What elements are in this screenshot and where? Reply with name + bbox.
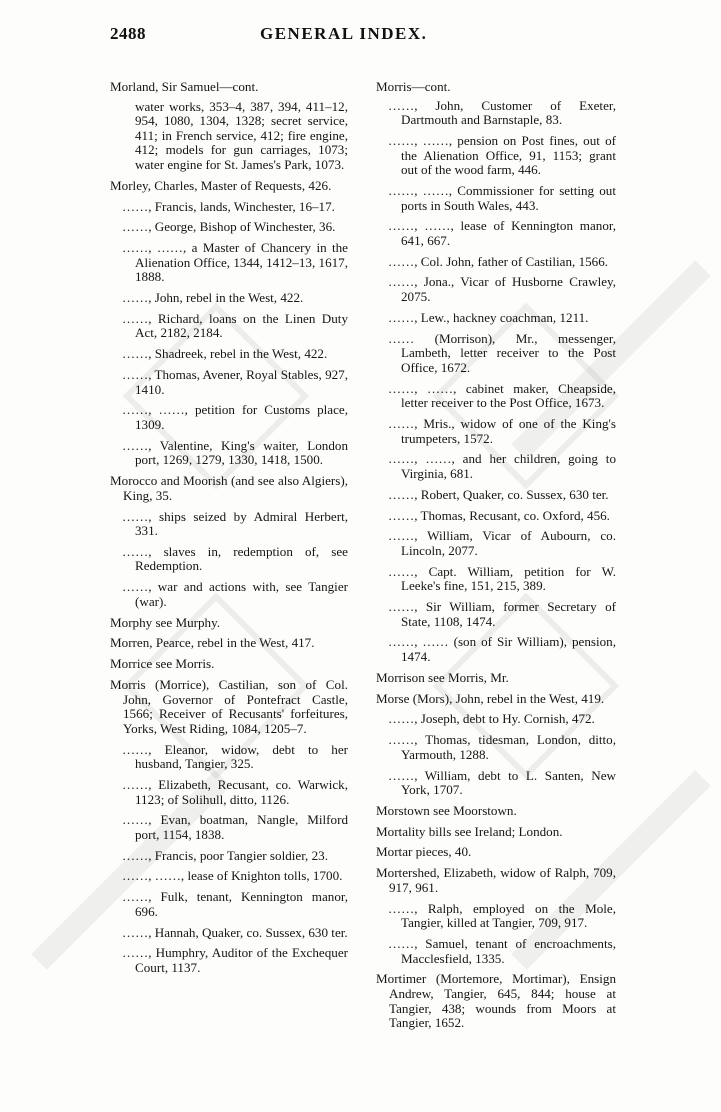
index-entry: ……, Samuel, tenant of encroachments, Macclesfield, 1335. xyxy=(388,935,616,966)
index-entry: ……, Francis, poor Tangier soldier, 23. xyxy=(122,847,328,863)
index-entry: Morrice see Morris. xyxy=(110,656,215,672)
index-entry: ……, Joseph, debt to Hy. Cornish, 472. xyxy=(388,711,595,727)
index-entry: Morley, Charles, Master of Requests, 426. xyxy=(110,177,332,193)
index-entry: ……, ……, lease of Knighton tolls, 1700. xyxy=(122,868,343,884)
index-entry: ……, Francis, lands, Winchester, 16–17. xyxy=(122,198,335,214)
left-column xyxy=(110,80,348,982)
index-entry: ……, Fulk, tenant, Kennington manor, 696. xyxy=(122,889,348,919)
index-entry: ……, Elizabeth, Recusant, co. Warwick, 1123; of Solihull, ditto, 1126. xyxy=(122,776,348,807)
index-entry: …… (Morrison), Mr., messenger, Lambeth, letter receiver to the Post Office, 1672. xyxy=(388,330,616,375)
index-entry: ……, Robert, Quaker, co. Sussex, 630 ter. xyxy=(388,486,609,502)
index-entry: Mortimer (Mortemore, Mortimar), Ensign Andrew, Tangier, 645, 844; house at Tangier, 438; wounds from Moors at Tangier, 1652. xyxy=(376,971,616,1031)
index-entry: Morris—cont. xyxy=(376,79,451,94)
index-entry: ……, Thomas, Avener, Royal Stables, 927, 1410. xyxy=(122,367,348,397)
index-entry: Mortality bills see Ireland; London. xyxy=(376,823,563,839)
index-entry: ……, ……, Commissioner for setting out ports in South Wales, 443. xyxy=(388,182,616,213)
index-entry: ……, ……, pension on Post fines, out of the Alienation Office, 91, 1153; grant out of the wood farm, 446. xyxy=(388,132,616,178)
index-entry: ……, Col. John, father of Castilian, 1566. xyxy=(388,253,609,269)
index-entry: Mortershed, Elizabeth, widow of Ralph, 709, 917, 961. xyxy=(376,865,616,895)
index-entry: Morland, Sir Samuel—cont. xyxy=(110,79,259,94)
index-entry: ……, Evan, boatman, Nangle, Milford port, 1154, 1838. xyxy=(122,812,348,842)
index-entry: Mortar pieces, 40. xyxy=(376,844,472,860)
page-header xyxy=(110,24,630,46)
running-title: GENERAL INDEX. xyxy=(260,24,428,43)
index-entry: Morphy see Murphy. xyxy=(110,614,221,630)
page-number: 2488 xyxy=(110,24,146,43)
index-entry: ……, Shadreek, rebel in the West, 422. xyxy=(122,346,328,362)
right-column xyxy=(376,80,616,1037)
index-entry: Morocco and Moorish (and see also Algiers), King, 35. xyxy=(110,473,348,503)
index-entry: ……, Eleanor, widow, debt to her husband, Tangier, 325. xyxy=(122,741,348,772)
index-entry: ……, ……, lease of Kennington manor, 641, 667. xyxy=(388,218,616,248)
index-entry: ……, Ralph, employed on the Mole, Tangier, killed at Tangier, 709, 917. xyxy=(388,900,616,931)
index-entry: ……, ……, a Master of Chancery in the Alienation Office, 1344, 1412–13, 1617, 1888. xyxy=(122,240,348,285)
index-entry: ……, ……, petition for Customs place, 1309. xyxy=(122,402,348,432)
index-entry: ……, Jona., Vicar of Husborne Crawley, 2075. xyxy=(388,274,616,305)
index-entry: ……, Lew., hackney coachman, 1211. xyxy=(388,309,589,325)
index-entry: ……, ……, cabinet maker, Cheapside, letter receiver to the Post Office, 1673. xyxy=(388,380,616,411)
index-entry: ……, John, rebel in the West, 422. xyxy=(122,290,304,306)
index-entry: ……, ships seized by Admiral Herbert, 331. xyxy=(122,508,348,539)
index-entry: Morstown see Moorstown. xyxy=(376,802,517,818)
index-entry: ……, war and actions with, see Tangier (war). xyxy=(122,579,348,609)
index-entry: ……, Humphry, Auditor of the Exchequer Court, 1137. xyxy=(122,945,348,975)
index-entry: ……, Mris., widow of one of the King's trumpeters, 1572. xyxy=(388,415,616,446)
index-entry: Morren, Pearce, rebel in the West, 417. xyxy=(110,635,315,651)
index-entry: Morrison see Morris, Mr. xyxy=(376,669,509,685)
index-entry: ……, Capt. William, petition for W. Leeke's fine, 151, 215, 389. xyxy=(388,563,616,594)
index-entry: ……, William, Vicar of Aubourn, co. Lincoln, 2077. xyxy=(388,528,616,558)
index-entry: ……, Hannah, Quaker, co. Sussex, 630 ter. xyxy=(122,924,348,940)
index-entry: ……, Richard, loans on the Linen Duty Act, 2182, 2184. xyxy=(122,310,348,341)
index-entry: ……, ……, and her children, going to Virginia, 681. xyxy=(388,451,616,481)
index-entry: ……, …… (son of Sir William), pension, 1474. xyxy=(388,634,616,664)
index-entry: ……, John, Customer of Exeter, Dartmouth and Barnstaple, 83. xyxy=(388,97,616,128)
index-entry: ……, William, debt to L. Santen, New York, 1707. xyxy=(388,767,616,798)
index-entry: Morris (Morrice), Castilian, son of Col. John, Governor of Pontefract Castle, 1566; Receiver of Recusants' forfeitures, Yorks, West Riding, 1084, 1205–7. xyxy=(110,676,348,736)
index-entry: ……, Sir William, former Secretary of State, 1108, 1474. xyxy=(388,599,616,629)
index-entry: ……, Thomas, Recusant, co. Oxford, 456. xyxy=(388,507,610,523)
index-entry: ……, Valentine, King's waiter, London port, 1269, 1279, 1330, 1418, 1500. xyxy=(122,437,348,468)
index-entry: ……, Thomas, tidesman, London, ditto, Yarmouth, 1288. xyxy=(388,732,616,762)
index-entry: water works, 353–4, 387, 394, 411–12, 954, 1080, 1304, 1328; secret service, 411; in French service, 412; fire engine, 412; models for gun carriages, 1073; water engine for St. James's Park, 1073. xyxy=(135,98,348,172)
index-entry: ……, George, Bishop of Winchester, 36. xyxy=(122,219,336,235)
index-entry: Morse (Mors), John, rebel in the West, 419. xyxy=(376,690,605,706)
index-entry: ……, slaves in, redemption of, see Redemption. xyxy=(122,543,348,574)
